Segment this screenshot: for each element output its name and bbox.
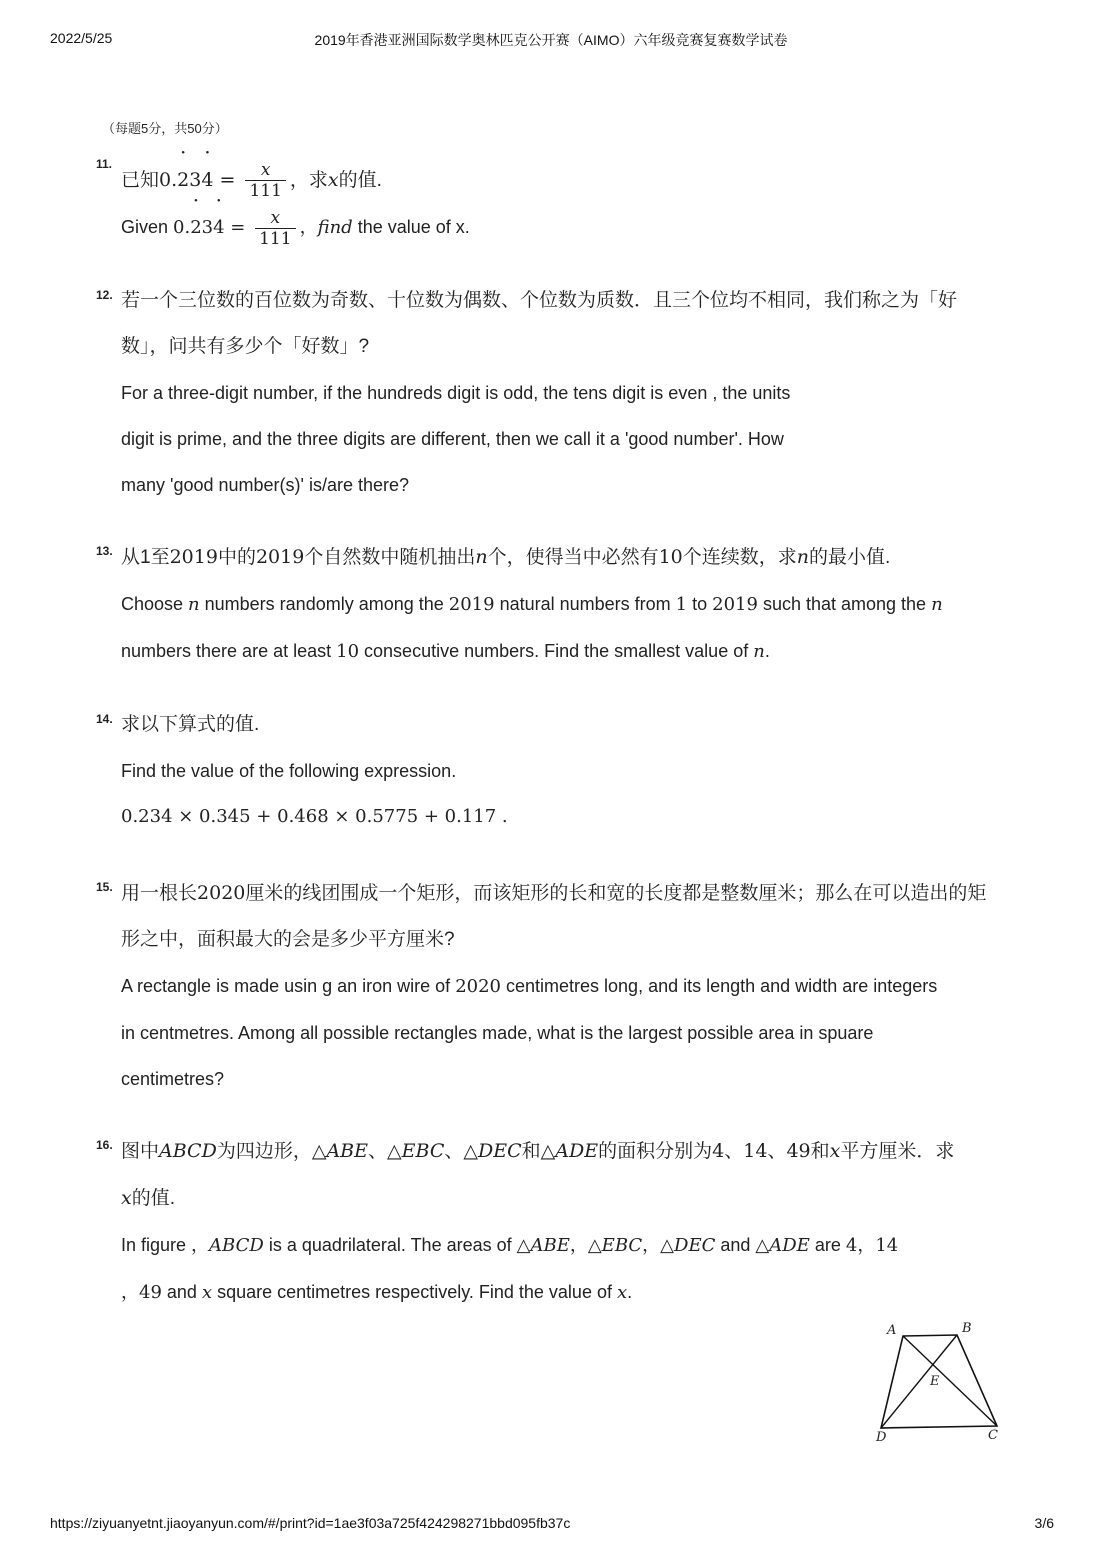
section-note: （每题5分，共50分）	[102, 121, 228, 136]
question-text-cn: 数」，问共有多少个「好数」?	[121, 336, 370, 357]
page-number: 3/6	[1034, 1515, 1054, 1531]
question-number: 12.	[96, 288, 113, 302]
question-number: 13.	[96, 544, 113, 558]
question-text-en: Given 0.· 23· 4 = $\frac{x}{111}$ ，find the value of x.	[121, 204, 1026, 251]
question-text-en: centimetres?	[121, 1069, 225, 1089]
question-text-en: A rectangle is made usin g an iron wire of 2020 centimetres long, and its length and width are integers	[121, 976, 938, 997]
diagonal-ac	[903, 1336, 997, 1426]
question-text-cn: x的值.	[121, 1187, 175, 1209]
question-text-cn: 已知0.· 23· 4 = $\frac{x}{111}$ ，求x的值.	[121, 157, 1026, 204]
question-text-cn: 图中ABCD为四边形，△ABE、△EBC、△DEC和△ADE的面积分别为4、14、49和x平方厘米．求	[121, 1140, 955, 1162]
vertex-label-c: C	[988, 1428, 998, 1443]
question-text-cn: 从1至2019中的2019个自然数中随机抽出n个，使得当中必然有10个连续数，求n的最小值.	[121, 546, 891, 568]
question-text-en: For a three-digit number, if the hundreds digit is odd, the tens digit is even , the units	[121, 383, 791, 403]
question-text-en: Choose n numbers randomly among the 2019 natural numbers from 1 to 2019 such that among the n	[121, 594, 943, 615]
question-text-cn: 形之中，面积最大的会是多少平方厘米?	[121, 929, 455, 950]
page-url: https://ziyuanyetnt.jiaoyanyun.com/#/print?id=1ae3f03a725f424298271bbd095fb37c	[50, 1515, 571, 1531]
vertex-label-b: B	[962, 1321, 972, 1336]
fraction: $\frac{x}{111}$	[245, 160, 285, 201]
question-text-en: Find the value of the following expression.	[121, 761, 457, 781]
question-12	[96, 278, 1026, 508]
question-text-en: in centmetres. Among all possible rectangles made, what is the largest possible area in spuare	[121, 1023, 874, 1043]
question-text-en: In figure ，ABCD is a quadrilateral. The areas of △ABE，△EBC，△DEC and △ADE are 4，14	[121, 1235, 899, 1256]
print-date: 2022/5/25	[50, 30, 113, 46]
quadrilateral-figure	[870, 1318, 1010, 1448]
question-text-en: many 'good number(s)' is/are there?	[121, 475, 410, 495]
question-text-cn: 若一个三位数的百位数为奇数、十位数为偶数、个位数为质数．且三个位均不相同，我们称之为「好	[121, 290, 958, 311]
fraction: $\frac{x}{111}$	[255, 208, 295, 249]
question-text-en: digit is prime, and the three digits are different, then we call it a 'good number'. How	[121, 429, 784, 449]
vertex-label-d: D	[876, 1430, 887, 1445]
vertex-label-a: A	[887, 1323, 897, 1338]
question-15	[96, 870, 1026, 1102]
question-text-en: numbers there are at least 10 consecutive numbers. Find the smallest value of n.	[121, 641, 770, 662]
question-text-en: ，49 and x square centimetres respectively. Find the value of x.	[121, 1282, 633, 1303]
math-expression: 0.234 × 0.345 + 0.468 × 0.5775 + 0.117 .	[121, 806, 508, 827]
point-label-e: E	[930, 1374, 940, 1389]
question-11	[96, 157, 1026, 251]
question-14	[96, 702, 1026, 840]
question-number: 16.	[96, 1138, 113, 1152]
question-16	[96, 1128, 1026, 1316]
question-text-cn: 求以下算式的值.	[121, 714, 260, 735]
question-number: 14.	[96, 712, 113, 726]
question-number: 15.	[96, 880, 113, 894]
page-title: 2019年香港亚洲国际数学奥林匹克公开赛（AIMO）六年级竞赛复赛数学试卷	[314, 32, 788, 48]
question-number: 11.	[96, 157, 113, 171]
question-text-cn: 用一根长2020厘米的线团围成一个矩形，而该矩形的长和宽的长度都是整数厘米；那么在可以造出的矩	[121, 882, 987, 904]
question-13	[96, 534, 1026, 675]
